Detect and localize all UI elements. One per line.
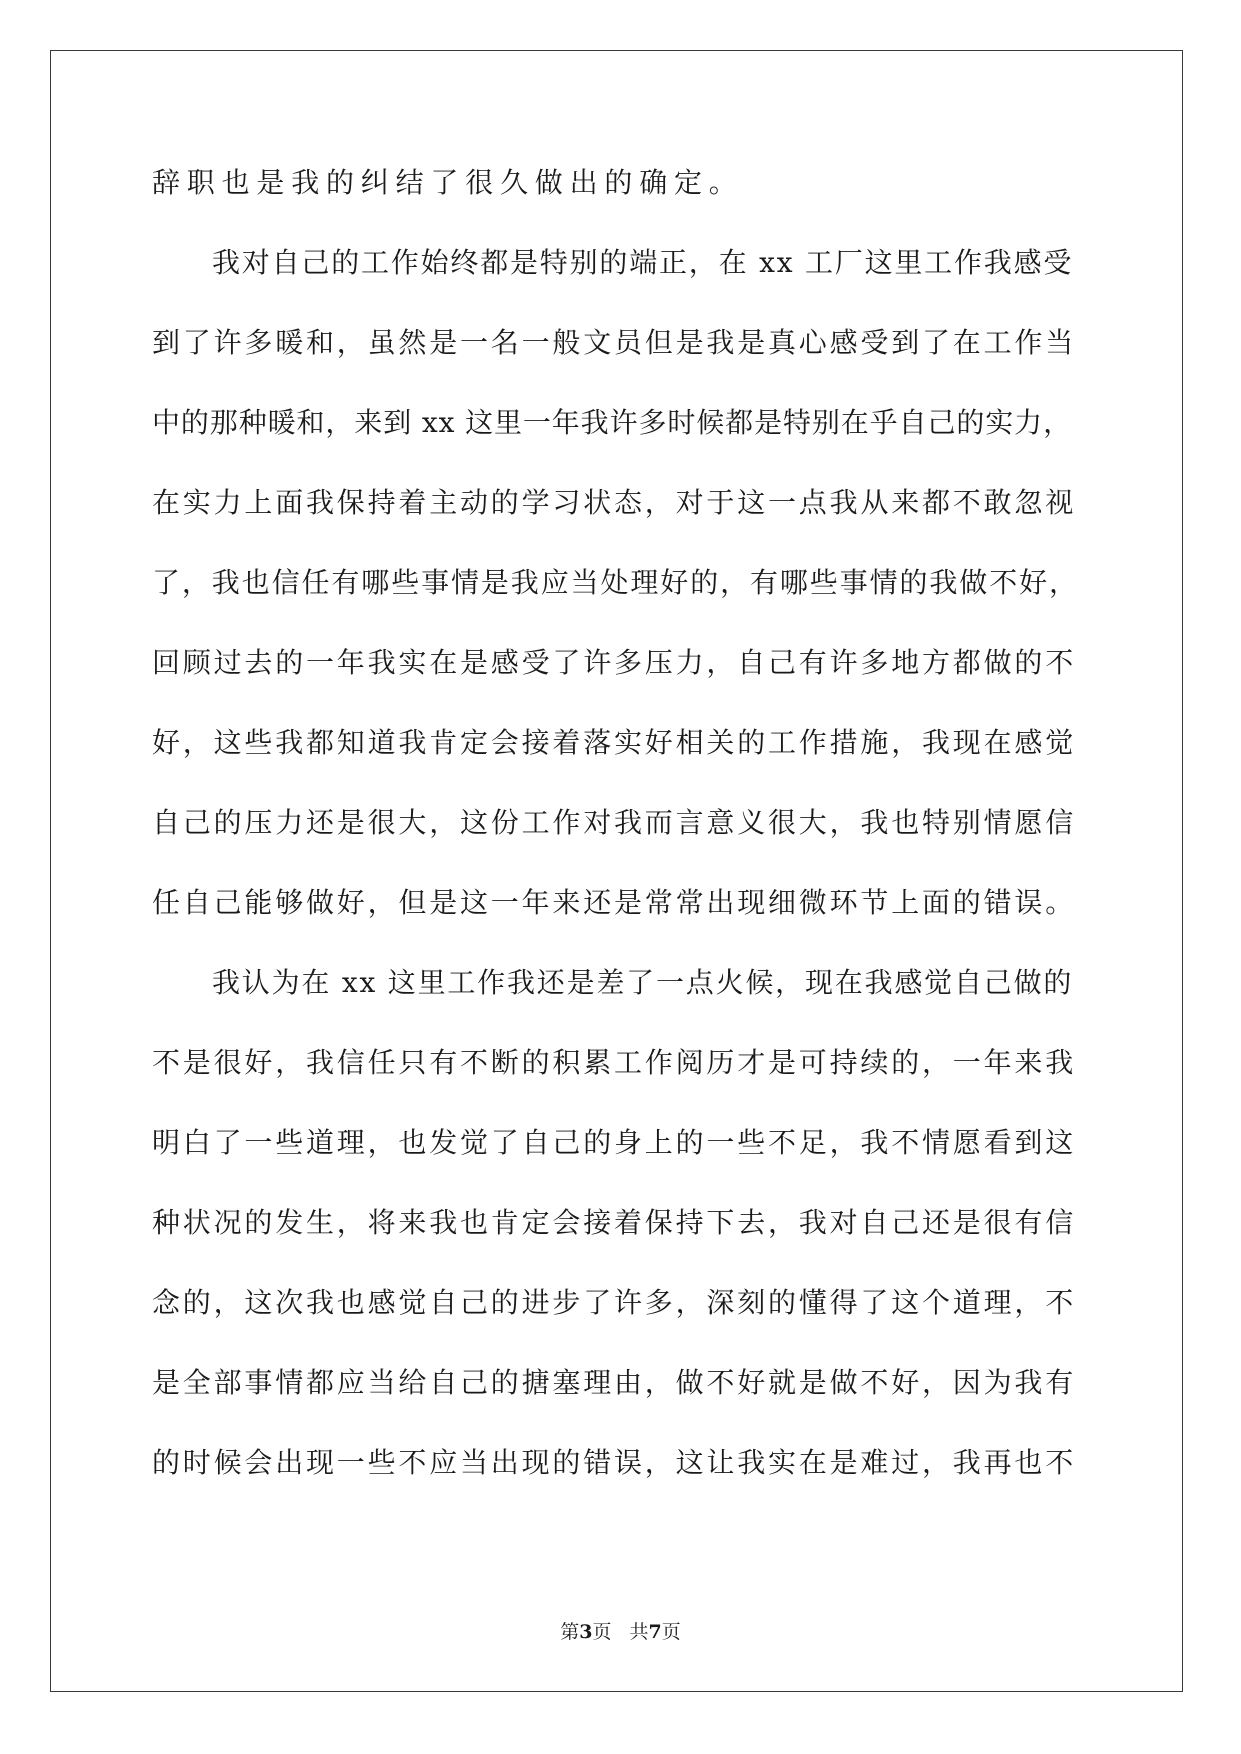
paragraph-1-line-2: 到了许多暖和，虽然是一名一般文员但是我是真心感受到了在工作当 [152,326,1077,359]
page-suffix: 页 [592,1621,612,1643]
paragraph-2-line-5: 念的，这次我也感觉自己的进步了许多，深刻的懂得了这个道理，不 [152,1286,1077,1319]
paragraph-1-line-9: 任自己能够做好，但是这一年来还是常常出现细微环节上面的错误。 [152,886,1077,919]
paragraph-1-line-1: 我对自己的工作始终都是特别的端正，在 xx 工厂这里工作我感受 [212,246,1074,279]
paragraph-1-line-8: 自己的压力还是很大，这份工作对我而言意义很大，我也特别情愿信 [152,806,1077,839]
text-line-1: 辞职也是我的纠结了很久做出的确定。 [152,166,744,199]
total-page-number: 7 [648,1621,662,1643]
total-prefix: 共 [629,1621,649,1643]
paragraph-1-line-3: 中的那种暖和，来到 xx 这里一年我许多时候都是特别在乎自己的实力， [152,406,1072,439]
paragraph-2-line-4: 种状况的发生，将来我也肯定会接着保持下去，我对自己还是很有信 [152,1206,1077,1239]
page-prefix: 第 [560,1621,580,1643]
paragraph-1-line-4: 在实力上面我保持着主动的学习状态，对于这一点我从来都不敢忽视 [152,486,1077,519]
paragraph-2-line-1: 我认为在 xx 这里工作我还是差了一点火候，现在我感觉自己做的 [212,966,1074,999]
paragraph-2-line-2: 不是很好，我信任只有不断的积累工作阅历才是可持续的，一年来我 [152,1046,1077,1079]
paragraph-1-line-6: 回顾过去的一年我实在是感受了许多压力，自己有许多地方都做的不 [152,646,1077,679]
paragraph-1-line-5: 了，我也信任有哪些事情是我应当处理好的，有哪些事情的我做不好， [152,566,1079,599]
paragraph-1-line-7: 好，这些我都知道我肯定会接着落实好相关的工作措施，我现在感觉 [152,726,1077,759]
paragraph-2-line-3: 明白了一些道理，也发觉了自己的身上的一些不足，我不情愿看到这 [152,1126,1077,1159]
total-suffix: 页 [661,1621,681,1643]
paragraph-2-line-7: 的时候会出现一些不应当出现的错误，这让我实在是难过，我再也不 [152,1446,1077,1479]
paragraph-2-line-6: 是全部事情都应当给自己的搪塞理由，做不好就是做不好，因为我有 [152,1366,1077,1399]
current-page-number: 3 [579,1621,593,1643]
page-footer [0,1620,1241,1644]
